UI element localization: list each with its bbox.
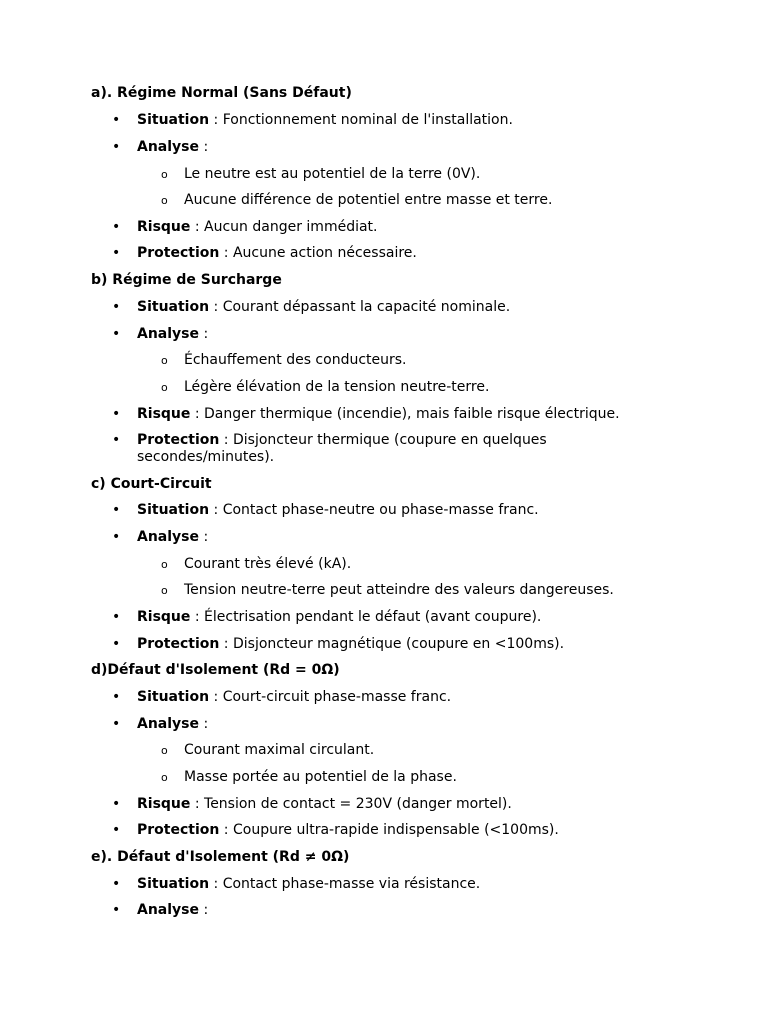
- circle-bullet-icon: o: [161, 744, 168, 757]
- bullet-icon: •: [112, 112, 121, 128]
- bullet-icon: •: [112, 139, 121, 155]
- section-d: [91, 662, 691, 679]
- circle-bullet-icon: o: [161, 194, 168, 207]
- bullet-icon: •: [112, 716, 121, 732]
- section-heading: e). Défaut d'Isolement (Rd ≠ 0Ω): [91, 849, 350, 865]
- sub-list-item: o Échauffement des conducteurs.: [161, 352, 407, 368]
- bullet-icon: •: [112, 219, 121, 235]
- list-item: • Protection : Coupure ultra-rapide indispensable (<100ms).: [112, 822, 559, 838]
- section-heading: a). Régime Normal (Sans Défaut): [91, 85, 352, 101]
- bullet-icon: •: [112, 299, 121, 315]
- sub-list-item: o Tension neutre-terre peut atteindre des valeurs dangereuses.: [161, 582, 614, 598]
- section-e: [91, 849, 691, 866]
- section-heading: c) Court-Circuit: [91, 476, 212, 492]
- bullet-icon: •: [112, 432, 121, 448]
- list-item: • Situation : Courant dépassant la capacité nominale.: [112, 299, 511, 315]
- bullet-icon: •: [112, 502, 121, 518]
- bullet-icon: •: [112, 822, 121, 838]
- sub-list-item: o Courant maximal circulant.: [161, 742, 375, 758]
- circle-bullet-icon: o: [161, 558, 168, 571]
- section-heading: d)Défaut d'Isolement (Rd = 0Ω): [91, 662, 340, 678]
- bullet-icon: •: [112, 609, 121, 625]
- section-heading: b) Régime de Surcharge: [91, 272, 282, 288]
- sub-list-item: o Masse portée au potentiel de la phase.: [161, 769, 457, 785]
- bullet-icon: •: [112, 326, 121, 342]
- list-item: • Situation : Contact phase-neutre ou phase-masse franc.: [112, 502, 539, 518]
- list-item: • Situation : Contact phase-masse via résistance.: [112, 876, 481, 892]
- list-item: • Risque : Danger thermique (incendie), mais faible risque électrique.: [112, 406, 620, 422]
- list-item: • Analyse :: [112, 139, 209, 155]
- list-item: • Risque : Électrisation pendant le défaut (avant coupure).: [112, 609, 542, 625]
- bullet-icon: •: [112, 689, 121, 705]
- sub-list-item: o Le neutre est au potentiel de la terre (0V).: [161, 166, 481, 182]
- list-item: • Protection : Aucune action nécessaire.: [112, 245, 417, 261]
- circle-bullet-icon: o: [161, 168, 168, 181]
- section-c: [91, 476, 691, 493]
- list-item: • Protection : Disjoncteur thermique (coupure en quelques secondes/minutes).: [112, 432, 547, 465]
- bullet-icon: •: [112, 636, 121, 652]
- bullet-icon: •: [112, 245, 121, 261]
- circle-bullet-icon: o: [161, 584, 168, 597]
- list-item: • Situation : Fonctionnement nominal de l'installation.: [112, 112, 513, 128]
- list-item: • Analyse :: [112, 902, 209, 918]
- list-item: • Risque : Aucun danger immédiat.: [112, 219, 378, 235]
- section-b: [91, 272, 691, 289]
- bullet-icon: •: [112, 902, 121, 918]
- list-item: • Situation : Court-circuit phase-masse franc.: [112, 689, 452, 705]
- bullet-icon: •: [112, 876, 121, 892]
- sub-list-item: o Courant très élevé (kA).: [161, 556, 352, 572]
- section-a: [91, 85, 691, 102]
- bullet-icon: •: [112, 529, 121, 545]
- circle-bullet-icon: o: [161, 381, 168, 394]
- list-item: • Analyse :: [112, 529, 209, 545]
- list-item: • Risque : Tension de contact = 230V (danger mortel).: [112, 796, 512, 812]
- circle-bullet-icon: o: [161, 354, 168, 367]
- list-item: • Analyse :: [112, 716, 209, 732]
- sub-list-item: o Légère élévation de la tension neutre-terre.: [161, 379, 490, 395]
- circle-bullet-icon: o: [161, 771, 168, 784]
- list-item: • Analyse :: [112, 326, 209, 342]
- bullet-icon: •: [112, 796, 121, 812]
- sub-list-item: o Aucune différence de potentiel entre masse et terre.: [161, 192, 553, 208]
- bullet-icon: •: [112, 406, 121, 422]
- list-item: • Protection : Disjoncteur magnétique (coupure en <100ms).: [112, 636, 565, 652]
